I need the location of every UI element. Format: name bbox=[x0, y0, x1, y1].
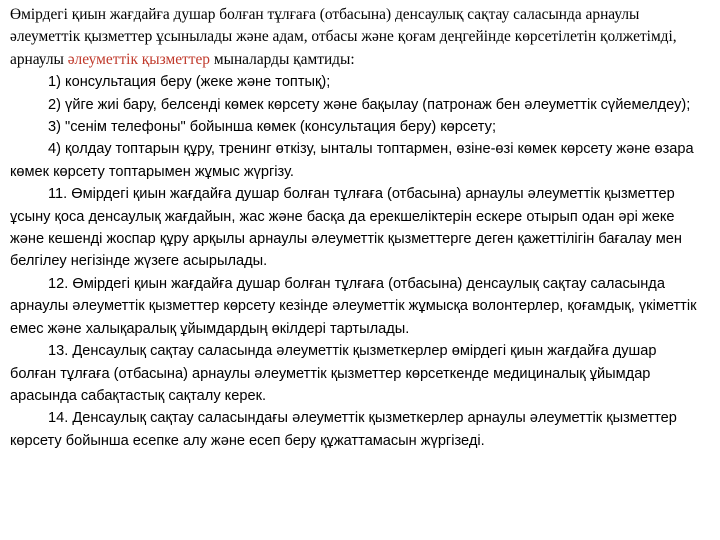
intro-text-start: Өмірдегі қиын жағдайға душар болған тұлғаға (отбасына) денсаулық сақтау саласында арнаулы әлеуметтік қызметтер ұсынылады және адам, отбасы және қоғам деңгейінде көрсетілетін қолжетімді, арнаулы bbox=[10, 6, 677, 68]
intro-paragraph bbox=[10, 4, 700, 71]
list-item-4: 4) қолдау топтарын құру, тренинг өткізу, ынталы топтармен, өзіне-өзі көмек көрсету және өзара көмек көрсету топтарымен жұмыс жүргізу. bbox=[10, 141, 694, 180]
intro-text-end: мыналарды қамтиды: bbox=[210, 50, 355, 68]
list-item-1: 1) консультация беру (жеке және топтық); bbox=[48, 74, 331, 91]
clause-14: 14. Денсаулық сақтау саласындағы әлеуметтік қызметкерлер арнаулы әлеуметтік қызметтер көрсету бойынша есепке алу және есеп беру құжаттамасын жүргізеді. bbox=[10, 410, 677, 449]
highlighted-term: әлеуметтік қызметтер bbox=[67, 50, 211, 68]
clause-12: 12. Өмірдегі қиын жағдайға душар болған тұлғаға (отбасына) денсаулық сақтау саласында арнаулы әлеуметтік қызметтер көрсету кезінде әлеуметтік жұмысқа волонтерлер, қоғамдық, үкіметтік емес және халықаралық ұйымдардың өкілдері тартылады. bbox=[10, 275, 697, 337]
list-item-2: 2) үйге жиі бару, белсенді көмек көрсету және бақылау (патронаж бен әлеуметтік сүйемелдеу); bbox=[48, 96, 691, 113]
list-item-3: 3) "сенім телефоны" бойынша көмек (консультация беру) көрсету; bbox=[48, 119, 497, 136]
clause-13: 13. Денсаулық сақтау саласында әлеуметтік қызметкерлер өмірдегі қиын жағдайға душар болған тұлғаға (отбасына) арнаулы әлеуметтік қызметтер көрсеткенде медициналық ұйымдар арасында сабақтастық сақталу керек. bbox=[10, 343, 657, 404]
clause-11: 11. Өмірдегі қиын жағдайға душар болған тұлғаға (отбасына) арнаулы әлеуметтік қызметтер ұсыну қоса денсаулық жағдайын, жас және басқа да ерекшеліктерін ескере отырып одан әрі жеке және кешенді жоспар құру арқылы арнаулы әлеуметтік қызметтерге деген қажеттілігін бағалау мен белгілеу негізінде жүзеге асырылады. bbox=[10, 186, 682, 270]
document-text bbox=[10, 4, 700, 452]
